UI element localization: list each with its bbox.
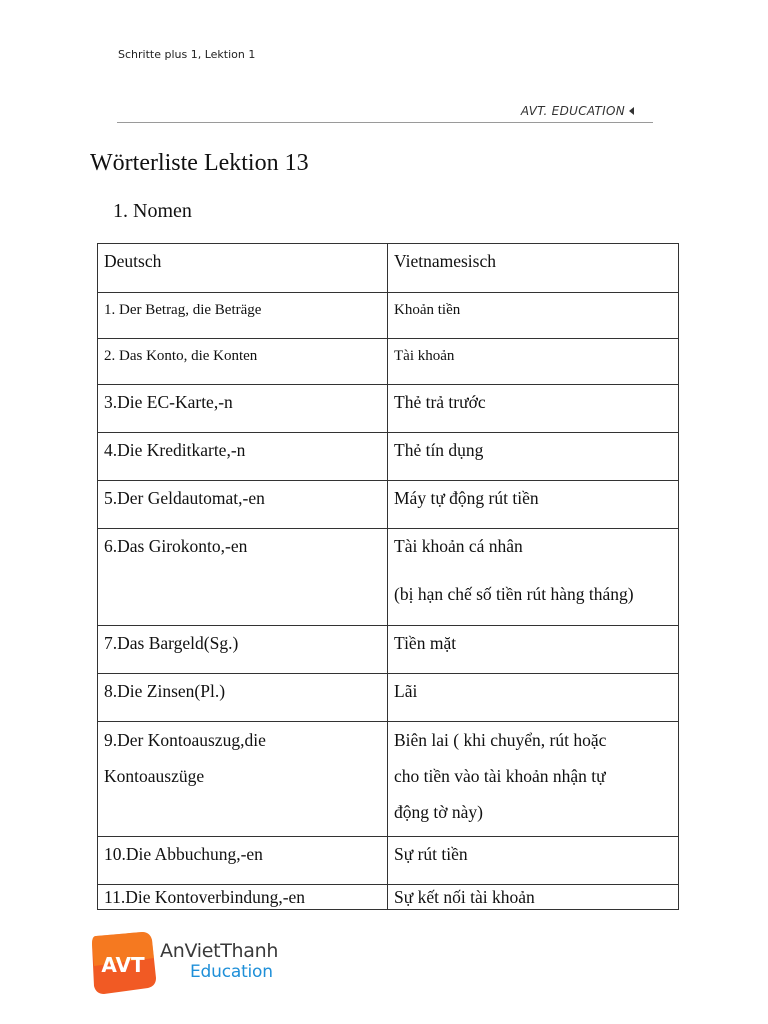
cell-text: Thẻ trả trước — [394, 392, 486, 412]
cell-text: Lãi — [394, 681, 418, 701]
page-title: Wörterliste Lektion 13 — [90, 150, 309, 176]
cell-text: Thẻ tín dụng — [394, 440, 484, 460]
german-term-cell — [98, 433, 388, 481]
cell-text: 6.Das Girokonto,-en — [104, 536, 248, 556]
vocabulary-table — [97, 243, 679, 910]
cell-text: Tài khoản cá nhân — [394, 536, 523, 556]
section-title: 1. Nomen — [113, 200, 192, 222]
cell-text: 7.Das Bargeld(Sg.) — [104, 633, 239, 653]
cell-text: Máy tự động rút tiền — [394, 488, 539, 508]
cell-text: 1. Der Betrag, die Beträge — [104, 302, 262, 318]
table-row — [98, 481, 679, 529]
column-header-vietnamese: Vietnamesisch — [388, 244, 679, 293]
cell-text: 11.Die Kontoverbindung,-en — [104, 887, 306, 907]
header-divider — [117, 122, 653, 123]
german-term-cell — [98, 339, 388, 385]
cell-text: 8.Die Zinsen(Pl.) — [104, 681, 226, 701]
logo-name-line2: Education — [190, 962, 273, 982]
cell-text: Tài khoản — [394, 348, 455, 364]
table-row — [98, 529, 679, 626]
vietnamese-translation-cell — [388, 837, 679, 885]
vietnamese-translation-cell — [388, 529, 679, 626]
vietnamese-translation-cell — [388, 433, 679, 481]
cell-text: cho tiền vào tài khoản nhận tự — [394, 766, 606, 786]
german-term-cell — [98, 674, 388, 722]
table-row — [98, 837, 679, 885]
table-row — [98, 339, 679, 385]
cell-text: Biên lai ( khi chuyển, rút hoặc — [394, 730, 607, 750]
vietnamese-translation-cell — [388, 722, 679, 837]
header-brand-text: AVT. EDUCATION — [520, 104, 625, 118]
vietnamese-translation-cell — [388, 626, 679, 674]
cell-text: Kontoauszüge — [104, 766, 205, 786]
table-row — [98, 885, 679, 910]
table-row — [98, 385, 679, 433]
table-header-row — [98, 244, 679, 293]
cell-text: động tờ này) — [394, 802, 483, 822]
triangle-left-icon — [629, 107, 634, 115]
cell-text: 10.Die Abbuchung,-en — [104, 844, 263, 864]
running-header-left: Schritte plus 1, Lektion 1 — [118, 48, 256, 61]
cell-text: 5.Der Geldautomat,-en — [104, 488, 265, 508]
vietnamese-translation-cell — [388, 481, 679, 529]
german-term-cell — [98, 626, 388, 674]
german-term-cell — [98, 529, 388, 626]
cell-text: Tiền mặt — [394, 633, 457, 653]
german-term-cell — [98, 885, 388, 910]
cell-text: Sự kết nối tài khoản — [394, 887, 535, 907]
running-header-right — [521, 104, 634, 118]
german-term-cell — [98, 481, 388, 529]
table-row — [98, 626, 679, 674]
avt-logo-mark — [90, 928, 160, 998]
vietnamese-translation-cell — [388, 885, 679, 910]
cell-text: (bị hạn chế số tiền rút hàng tháng) — [394, 584, 634, 604]
german-term-cell — [98, 293, 388, 339]
german-term-cell — [98, 722, 388, 837]
vietnamese-translation-cell — [388, 674, 679, 722]
german-term-cell — [98, 385, 388, 433]
table-row — [98, 722, 679, 837]
column-header-german: Deutsch — [98, 244, 388, 293]
german-term-cell — [98, 837, 388, 885]
cell-text: 4.Die Kreditkarte,-n — [104, 440, 246, 460]
vietnamese-translation-cell — [388, 293, 679, 339]
table-row — [98, 433, 679, 481]
cell-text: Khoản tiền — [394, 302, 461, 318]
table-row — [98, 293, 679, 339]
vietnamese-translation-cell — [388, 385, 679, 433]
table-row — [98, 674, 679, 722]
vietnamese-translation-cell — [388, 339, 679, 385]
cell-text: 9.Der Kontoauszug,die — [104, 730, 266, 750]
cell-text: 3.Die EC-Karte,-n — [104, 392, 233, 412]
logo-name-line1: AnVietThanh — [160, 940, 279, 962]
cell-text: 2. Das Konto, die Konten — [104, 348, 258, 364]
cell-text: Sự rút tiền — [394, 844, 468, 864]
logo-mark-text: AVT — [101, 953, 145, 977]
